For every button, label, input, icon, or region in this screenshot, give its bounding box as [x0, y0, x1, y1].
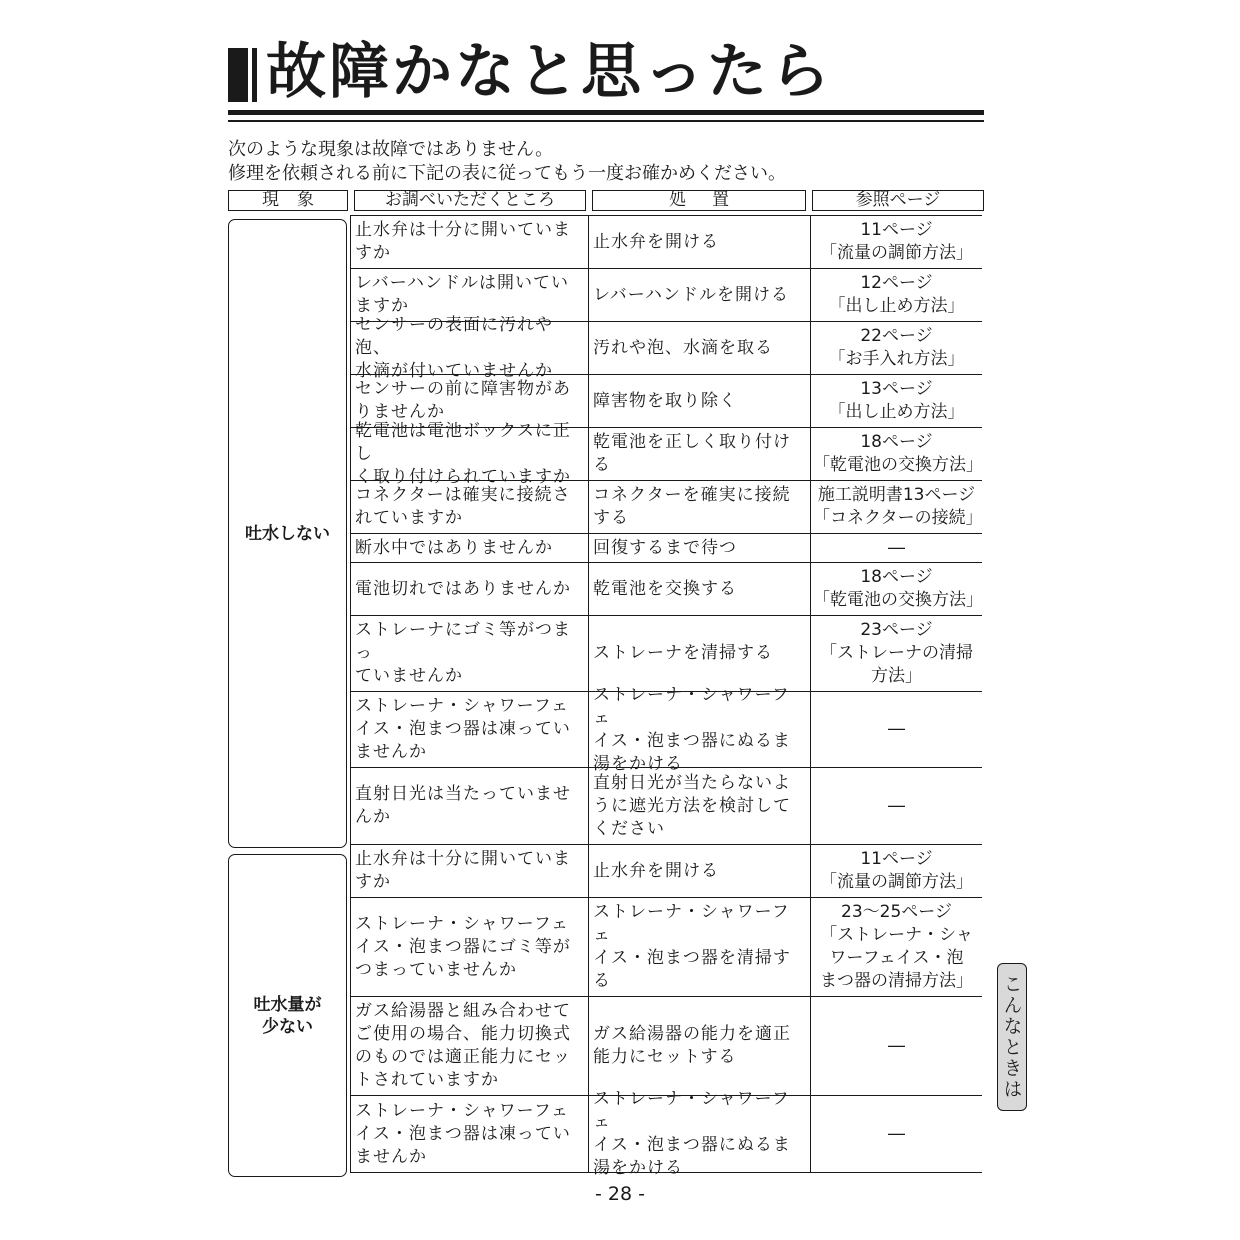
reference-cell: 11ページ 「流量の調節方法」: [810, 216, 982, 268]
title-rule-thin: [228, 120, 984, 122]
action-cell: 回復するまで待つ: [588, 534, 810, 562]
reference-cell: ―: [810, 534, 982, 562]
check-cell: ガス給湯器と組み合わせて ご使用の場合、能力切換式 のものでは適正能力にセッ トされていますか: [350, 997, 588, 1095]
header-symptom: 現象: [228, 190, 348, 211]
check-cell: ストレーナにゴミ等がつまっ ていませんか: [350, 616, 588, 691]
table-row: [350, 845, 982, 898]
troubleshooting-table: [350, 215, 983, 1178]
title-rule: [228, 110, 984, 115]
page-title: 故障かなと思ったら: [266, 37, 833, 107]
action-cell: ストレーナを清掃する: [588, 616, 810, 691]
reference-cell: 13ページ 「出し止め方法」: [810, 375, 982, 427]
action-cell: ストレーナ・シャワーフェ イス・泡まつ器にぬるま 湯をかける: [588, 1096, 810, 1172]
table-row: [350, 768, 982, 845]
check-cell: 断水中ではありませんか: [350, 534, 588, 562]
action-cell: ガス給湯器の能力を適正 能力にセットする: [588, 997, 810, 1095]
check-cell: レバーハンドルは開いてい ますか: [350, 269, 588, 321]
action-cell: 止水弁を開ける: [588, 845, 810, 897]
check-cell: 止水弁は十分に開いていま すか: [350, 845, 588, 897]
reference-cell: 12ページ 「出し止め方法」: [810, 269, 982, 321]
check-cell: 直射日光は当たっていませ んか: [350, 768, 588, 844]
header-action: 処置: [592, 190, 806, 211]
table-row: [350, 684, 982, 774]
check-cell: コネクターは確実に接続さ れていますか: [350, 481, 588, 533]
action-cell: 乾電池を交換する: [588, 563, 810, 615]
page-number: - 28 -: [595, 1183, 645, 1205]
intro-line-2: 修理を依頼される前に下記の表に従ってもう一度お確かめください。: [228, 163, 786, 184]
action-cell: 乾電池を正しく取り付け る: [588, 428, 810, 480]
side-tab[interactable]: こんなときは: [997, 963, 1027, 1111]
table-row: [350, 314, 982, 381]
table-row: [350, 563, 982, 616]
table-row: [350, 997, 982, 1096]
table-row: [350, 1089, 982, 1178]
reference-cell: ―: [810, 692, 982, 767]
reference-cell: 18ページ 「乾電池の交換方法」: [810, 563, 982, 615]
action-cell: ストレーナ・シャワーフェ イス・泡まつ器を清掃す る: [588, 898, 810, 996]
header-check: お調べいただくところ: [354, 190, 586, 211]
reference-cell: 18ページ 「乾電池の交換方法」: [810, 428, 982, 480]
action-cell: ストレーナ・シャワーフェ イス・泡まつ器にぬるま 湯をかける: [588, 692, 810, 767]
symptom-group-low-flow: 吐水量が 少ない: [228, 854, 347, 1177]
intro-text: [228, 138, 786, 186]
reference-cell: 23～25ページ 「ストレーナ・シャ ワーフェイス・泡 まつ器の清掃方法」: [810, 898, 982, 996]
table-row: [350, 898, 982, 997]
table-row: [350, 534, 982, 563]
action-cell: レバーハンドルを開ける: [588, 269, 810, 321]
check-cell: ストレーナ・シャワーフェ イス・泡まつ器は凍ってい ませんか: [350, 1096, 588, 1172]
reference-cell: 施工説明書13ページ 「コネクターの接続」: [810, 481, 982, 533]
action-cell: 止水弁を開ける: [588, 216, 810, 268]
action-cell: 障害物を取り除く: [588, 375, 810, 427]
action-cell: 汚れや泡、水滴を取る: [588, 322, 810, 374]
reference-cell: 22ページ 「お手入れ方法」: [810, 322, 982, 374]
check-cell: 乾電池は電池ボックスに正し く取り付けられていますか: [350, 428, 588, 480]
check-cell: ストレーナ・シャワーフェ イス・泡まつ器は凍ってい ませんか: [350, 692, 588, 767]
table-row: [350, 216, 982, 269]
reference-cell: 11ページ 「流量の調節方法」: [810, 845, 982, 897]
title-bar-icon: [228, 48, 248, 102]
check-cell: ストレーナ・シャワーフェ イス・泡まつ器にゴミ等が つまっていませんか: [350, 898, 588, 996]
check-cell: センサーの前に障害物があ りませんか: [350, 375, 588, 427]
title-bar-accent-icon: [252, 48, 257, 102]
check-cell: 止水弁は十分に開いていま すか: [350, 216, 588, 268]
action-cell: コネクターを確実に接続 する: [588, 481, 810, 533]
reference-cell: ―: [810, 768, 982, 844]
table-row: [350, 420, 983, 487]
action-cell: 直射日光が当たらないよ うに遮光方法を検討して ください: [588, 768, 810, 844]
reference-cell: ―: [810, 997, 982, 1095]
header-reference: 参照ページ: [812, 190, 984, 211]
table-row: [350, 481, 982, 534]
check-cell: センサーの表面に汚れや泡、 水滴が付いていませんか: [350, 322, 588, 374]
table-row: [350, 616, 982, 692]
check-cell: 電池切れではありませんか: [350, 563, 588, 615]
reference-cell: 23ページ 「ストレーナの清掃 方法」: [810, 616, 982, 691]
reference-cell: ―: [810, 1096, 982, 1172]
intro-line-1: 次のような現象は故障ではありません。: [228, 139, 554, 160]
symptom-group-no-water: 吐水しない: [228, 219, 347, 848]
